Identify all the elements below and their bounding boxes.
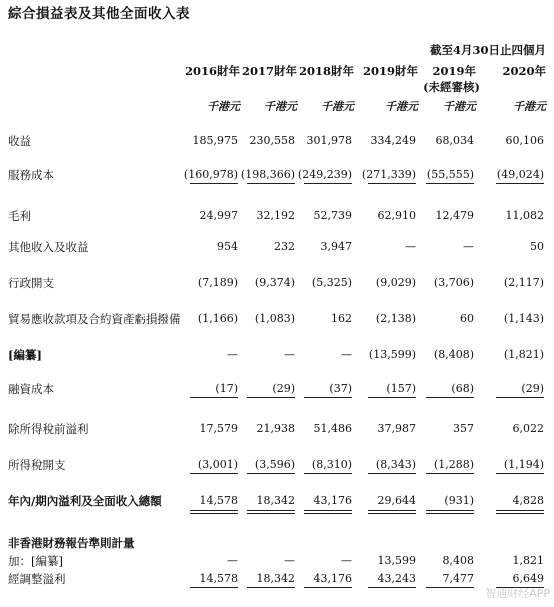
single-rule: [247, 397, 295, 398]
row-label-gross-profit: 毛利: [8, 209, 31, 223]
table-cell: 18,342: [256, 572, 295, 585]
single-rule: [496, 473, 544, 474]
table-cell: (55,555): [426, 168, 474, 181]
row-label-income-tax: 所得稅開支: [8, 458, 66, 472]
table-cell: (13,599): [368, 348, 416, 361]
year-header-2017: 2017財年: [241, 64, 297, 78]
watermark: 智通财经APP: [485, 587, 550, 600]
table-cell: (29): [521, 382, 544, 395]
table-cell: —: [227, 554, 238, 567]
table-cell: 162: [331, 312, 352, 325]
table-cell: 334,249: [370, 134, 416, 147]
table-cell: 50: [530, 240, 544, 253]
table-cell: —: [227, 348, 238, 361]
unit-label: 千港元: [321, 100, 354, 113]
double-rule: [368, 510, 416, 514]
single-rule: [247, 183, 295, 184]
table-cell: 12,479: [435, 209, 474, 222]
table-cell: 13,599: [377, 554, 416, 567]
table-cell: 14,578: [199, 572, 238, 585]
table-cell: (1,143): [503, 312, 544, 325]
table-cell: 6,022: [512, 422, 544, 435]
table-cell: (198,366): [240, 168, 295, 181]
single-rule: [304, 473, 352, 474]
table-cell: 185,975: [192, 134, 238, 147]
table-cell: 7,477: [442, 572, 474, 585]
single-rule: [304, 183, 352, 184]
year-header-2016: 2016財年: [184, 64, 240, 78]
table-cell: 60,106: [505, 134, 544, 147]
table-cell: 24,997: [199, 209, 238, 222]
unit-label: 千港元: [443, 100, 476, 113]
unit-label: 千港元: [513, 100, 546, 113]
table-cell: (3,706): [433, 276, 474, 289]
table-cell: 32,192: [256, 209, 295, 222]
table-cell: (29): [272, 382, 295, 395]
table-cell: 37,987: [377, 422, 416, 435]
table-cell: (68): [451, 382, 474, 395]
table-cell: —: [284, 554, 295, 567]
table-cell: (8,310): [311, 458, 352, 471]
table-cell: (37): [329, 382, 352, 395]
table-cell: 8,408: [442, 554, 474, 567]
table-cell: (9,374): [254, 276, 295, 289]
double-rule: [304, 510, 352, 514]
year-header-2018: 2018財年: [298, 64, 354, 78]
table-cell: 11,082: [505, 209, 544, 222]
single-rule: [304, 587, 352, 588]
single-rule: [426, 183, 474, 184]
table-cell: 6,649: [512, 572, 544, 585]
table-cell: (8,408): [433, 348, 474, 361]
single-rule: [368, 397, 416, 398]
single-rule: [496, 397, 544, 398]
table-cell: (1,166): [197, 312, 238, 325]
table-cell: 21,938: [256, 422, 295, 435]
row-label-add-redacted: 加：[編纂]: [8, 554, 63, 568]
single-rule: [426, 473, 474, 474]
table-cell: (7,189): [197, 276, 238, 289]
row-label-finance-costs: 融資成本: [8, 382, 54, 396]
table-cell: 18,342: [256, 494, 295, 507]
table-cell: (1,821): [503, 348, 544, 361]
table-cell: 4,828: [512, 494, 544, 507]
single-rule: [190, 587, 238, 588]
row-label-profit-before-tax: 除所得稅前溢利: [8, 422, 89, 436]
period-header: 截至4月30日止四個月: [429, 43, 546, 57]
table-cell: —: [405, 240, 416, 253]
table-cell: (1,194): [503, 458, 544, 471]
unaudited-note: (未經審核): [423, 80, 480, 94]
row-label-cost-of-services: 服務成本: [8, 168, 54, 182]
row-label-other-income: 其他收入及收益: [8, 240, 89, 254]
year-header-2019: 2019財年: [362, 64, 418, 78]
table-cell: —: [463, 240, 474, 253]
double-rule: [190, 510, 238, 514]
table-cell: 14,578: [199, 494, 238, 507]
unit-label: 千港元: [385, 100, 418, 113]
table-cell: (3,596): [254, 458, 295, 471]
table-cell: (17): [215, 382, 238, 395]
table-cell: 3,947: [320, 240, 352, 253]
table-cell: (1,083): [254, 312, 295, 325]
statement-title: 綜合損益表及其他全面收入表: [8, 6, 190, 22]
single-rule: [368, 183, 416, 184]
table-cell: (160,978): [183, 168, 238, 181]
table-cell: (2,138): [375, 312, 416, 325]
table-cell: 43,176: [313, 494, 352, 507]
single-rule: [190, 397, 238, 398]
table-cell: 230,558: [249, 134, 295, 147]
double-rule: [247, 510, 295, 514]
table-cell: 60: [460, 312, 474, 325]
row-label-impairment: 貿易應收款項及合約資產虧損撥備: [8, 312, 181, 326]
row-label-total-comprehensive-income: 年內/期內溢利及全面收入總額: [8, 494, 162, 508]
single-rule: [247, 473, 295, 474]
single-rule: [496, 183, 544, 184]
row-label-revenue: 收益: [8, 134, 31, 148]
single-rule: [190, 183, 238, 184]
table-cell: 68,034: [435, 134, 474, 147]
single-rule: [368, 587, 416, 588]
double-rule: [426, 510, 474, 514]
table-cell: (2,117): [503, 276, 544, 289]
single-rule: [247, 587, 295, 588]
year-header-2020-4m: 2020年: [502, 64, 546, 78]
double-rule: [496, 510, 544, 514]
row-label-adjusted-profit: 經調整溢利: [8, 572, 66, 586]
table-cell: 29,644: [377, 494, 416, 507]
single-rule: [368, 473, 416, 474]
table-cell: 17,579: [199, 422, 238, 435]
table-cell: (157): [386, 382, 416, 395]
table-cell: (3,001): [197, 458, 238, 471]
table-cell: 43,176: [313, 572, 352, 585]
table-cell: —: [341, 348, 352, 361]
unit-label: 千港元: [207, 100, 240, 113]
table-cell: (5,325): [311, 276, 352, 289]
table-cell: 43,243: [377, 572, 416, 585]
row-label-admin-expenses: 行政開支: [8, 276, 54, 290]
table-cell: (271,339): [361, 168, 416, 181]
table-cell: 62,910: [377, 209, 416, 222]
table-cell: (9,029): [375, 276, 416, 289]
single-rule: [190, 473, 238, 474]
table-cell: 52,739: [313, 209, 352, 222]
table-cell: 954: [217, 240, 238, 253]
year-header-2019-4m: 2019年: [432, 64, 476, 78]
table-cell: (931): [444, 494, 474, 507]
single-rule: [426, 397, 474, 398]
table-cell: 1,821: [512, 554, 544, 567]
table-cell: 232: [274, 240, 295, 253]
table-cell: (1,288): [433, 458, 474, 471]
table-cell: 51,486: [313, 422, 352, 435]
unit-label: 千港元: [264, 100, 297, 113]
single-rule: [304, 397, 352, 398]
table-cell: (249,239): [297, 168, 352, 181]
table-cell: —: [284, 348, 295, 361]
table-cell: (8,343): [375, 458, 416, 471]
table-cell: 301,978: [306, 134, 352, 147]
table-cell: 357: [453, 422, 474, 435]
table-cell: (49,024): [496, 168, 544, 181]
table-cell: —: [341, 554, 352, 567]
row-label-redacted: [編纂]: [8, 348, 42, 362]
single-rule: [426, 587, 474, 588]
non-hkfrs-heading: 非香港財務報告準則計量: [8, 536, 135, 550]
